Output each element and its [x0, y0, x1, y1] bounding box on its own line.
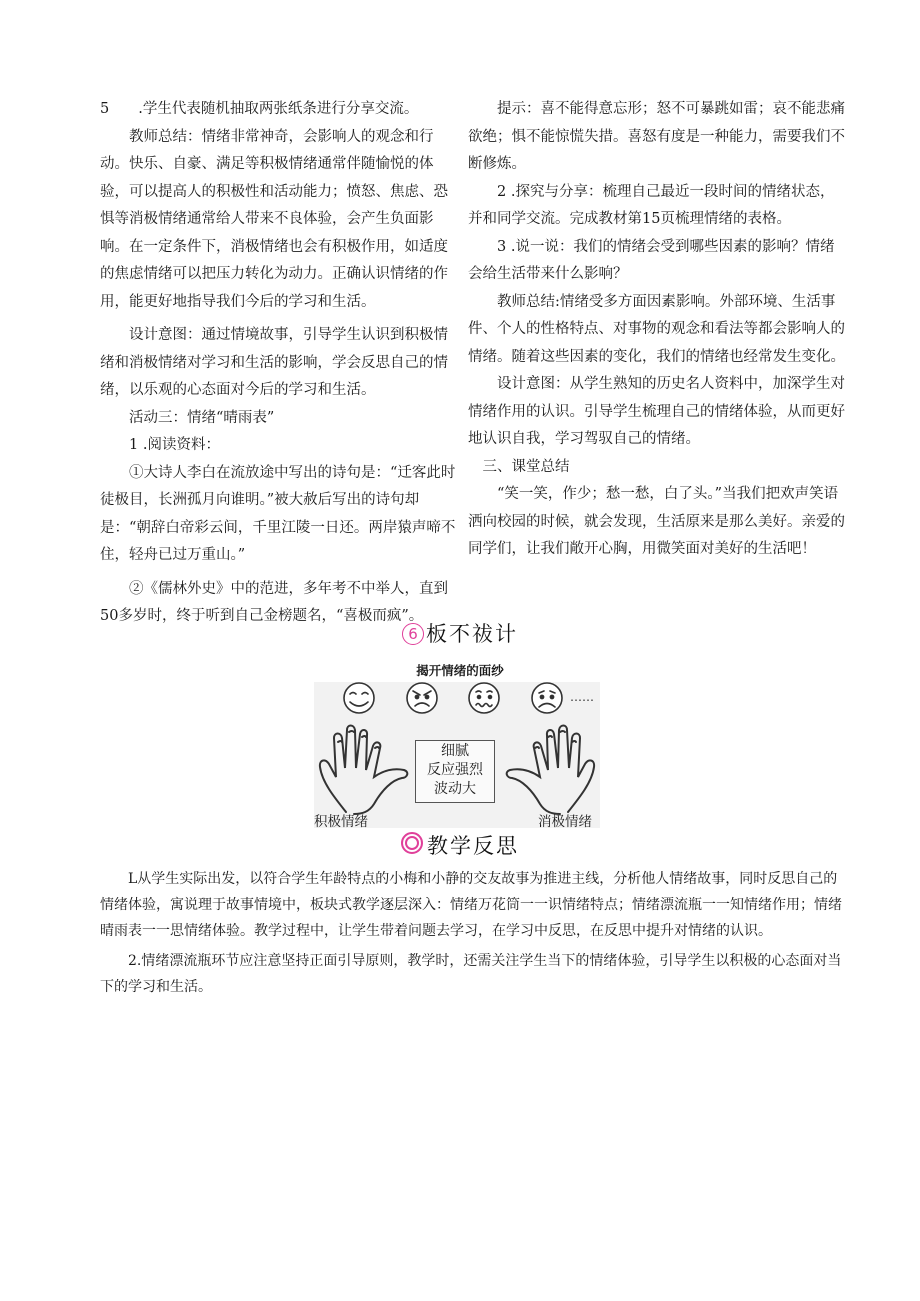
right-para-1: 提示：喜不能得意忘形；怒不可暴跳如雷；哀不能悲痛欲绝；惧不能惊慌失措。喜怒有度是一种能力，需要我们不断修炼。: [468, 101, 845, 172]
trait-line-1: 细腻: [441, 743, 469, 759]
right-para-2: 2 .探究与分享：梳理自己最近一段时间的情绪状态，并和同学交流。完成教材第15页梳理情绪的表格。: [468, 183, 835, 227]
trait-line-3: 波动大: [434, 781, 476, 797]
double-circle-icon: [401, 832, 423, 854]
left-para-1: 5 .学生代表随机抽取两张纸条进行分享交流。: [100, 101, 419, 117]
board-diagram-title: 揭开情绪的面纱: [416, 663, 504, 678]
right-para-4: 教师总结:情绪受多方面因素影响。外部环境、生活事件、个人的性格特点、对事物的观念和看法等都会影响人的情绪。随着这些因素的变化，我们的情绪也经常发生变化。: [468, 293, 845, 365]
trait-line-2: 反应强烈: [427, 762, 483, 778]
reflection-para-2: 2.情绪漂流瓶环节应注意坚持正面引导原则，教学时，还需关注学生当下的情绪体验，引导学生以积极的心态面对当下的学习和生活。: [100, 953, 842, 995]
angry-face-icon: [407, 683, 437, 713]
board-section-title: 板不祓计: [426, 622, 518, 646]
sad-face-icon: [532, 683, 562, 713]
ellipsis-text: ……: [570, 690, 594, 704]
left-para-5: 1 .阅读资料：: [129, 437, 220, 453]
left-hand-icon: [320, 726, 407, 815]
left-column: [100, 96, 462, 631]
left-para-7: ②《儒林外史》中的范进，多年考不中举人，直到50多岁时，终于听到自己金榜题名，“喜极而疯”。: [100, 580, 448, 624]
happy-face-icon: [344, 683, 374, 713]
right-column: [468, 96, 846, 564]
right-para-5: 设计意图：从学生熟知的历史名人资料中，加深学生对情绪作用的认识。引导学生梳理自己的情绪体验，从而更好地认识自我，学习驾驭自己的情绪。: [468, 376, 845, 447]
blackboard-diagram: [314, 682, 600, 828]
right-para-3: 3 .说一说：我们的情绪会受到哪些因素的影响？情绪会给生活带来什么影响？: [468, 238, 835, 282]
reflection-section-title: 教学反思: [427, 834, 519, 858]
reflection-para-1: L从学生实际出发，以符合学生年龄特点的小梅和小静的交友故事为推进主线，分析他人情绪故事，同时反思自己的情绪体验，寓说理于故事情境中，板块式教学逐层深入：情绪万花筒一一识情绪特点；情绪漂流瓶一一知情绪作用；情绪晴雨表一一思情绪体验。教学过程中，让学生带着问题去学习，在学习中反思，在反思中提升对情绪的认识。: [100, 871, 842, 939]
emotion-traits-box: [415, 740, 495, 803]
left-para-4: 活动三：情绪“晴雨表”: [129, 409, 275, 426]
reflection-section-heading: [0, 830, 920, 860]
right-para-7: “笑一笑，作少；愁一愁，白了头。”当我们把欢声笑语洒向校园的时候，就会发现，生活原来是那么美好。亲爱的同学们，让我们敞开心胸，用微笑面对美好的生活吧！: [468, 486, 845, 557]
left-para-3: 设计意图：通过情境故事，引导学生认识到积极情绪和消极情绪对学习和生活的影响，学会反思自己的情绪，以乐观的心态面对今后的学习和生活。: [100, 327, 448, 398]
right-para-6: 三、课堂总结: [482, 458, 570, 475]
negative-emotion-label: 消极情绪: [538, 814, 592, 830]
positive-emotion-label: 积极情绪: [314, 814, 368, 830]
board-section-heading: [0, 618, 920, 648]
left-para-6: ①大诗人李白在流放途中写出的诗句是：“迁客此时徒极目，长洲孤月向谁明。”被大赦后写出的诗句却是：“朝辞白帝彩云间，千里江陵一日还。两岸猿声啼不住，轻舟已过万重山。”: [100, 464, 456, 563]
anxious-face-icon: [469, 683, 499, 713]
left-para-2: 教师总结：情绪非常神奇，会影响人的观念和行动。快乐、自豪、满足等积极情绪通常伴随愉悦的体验，可以提高人的积极性和活动能力；愤怒、焦虑、恐惧等消极情绪通常给人带来不良体验，会产生负面影响。在一定条件下，消极情绪也会有积极作用，如适度的焦虑情绪可以把压力转化为动力。正确认识情绪的作用，能更好地指导我们今后的学习和生活。: [100, 128, 448, 310]
section-number-badge: 6: [402, 623, 424, 645]
right-hand-icon: [507, 726, 594, 815]
reflection-body: [100, 866, 846, 1004]
